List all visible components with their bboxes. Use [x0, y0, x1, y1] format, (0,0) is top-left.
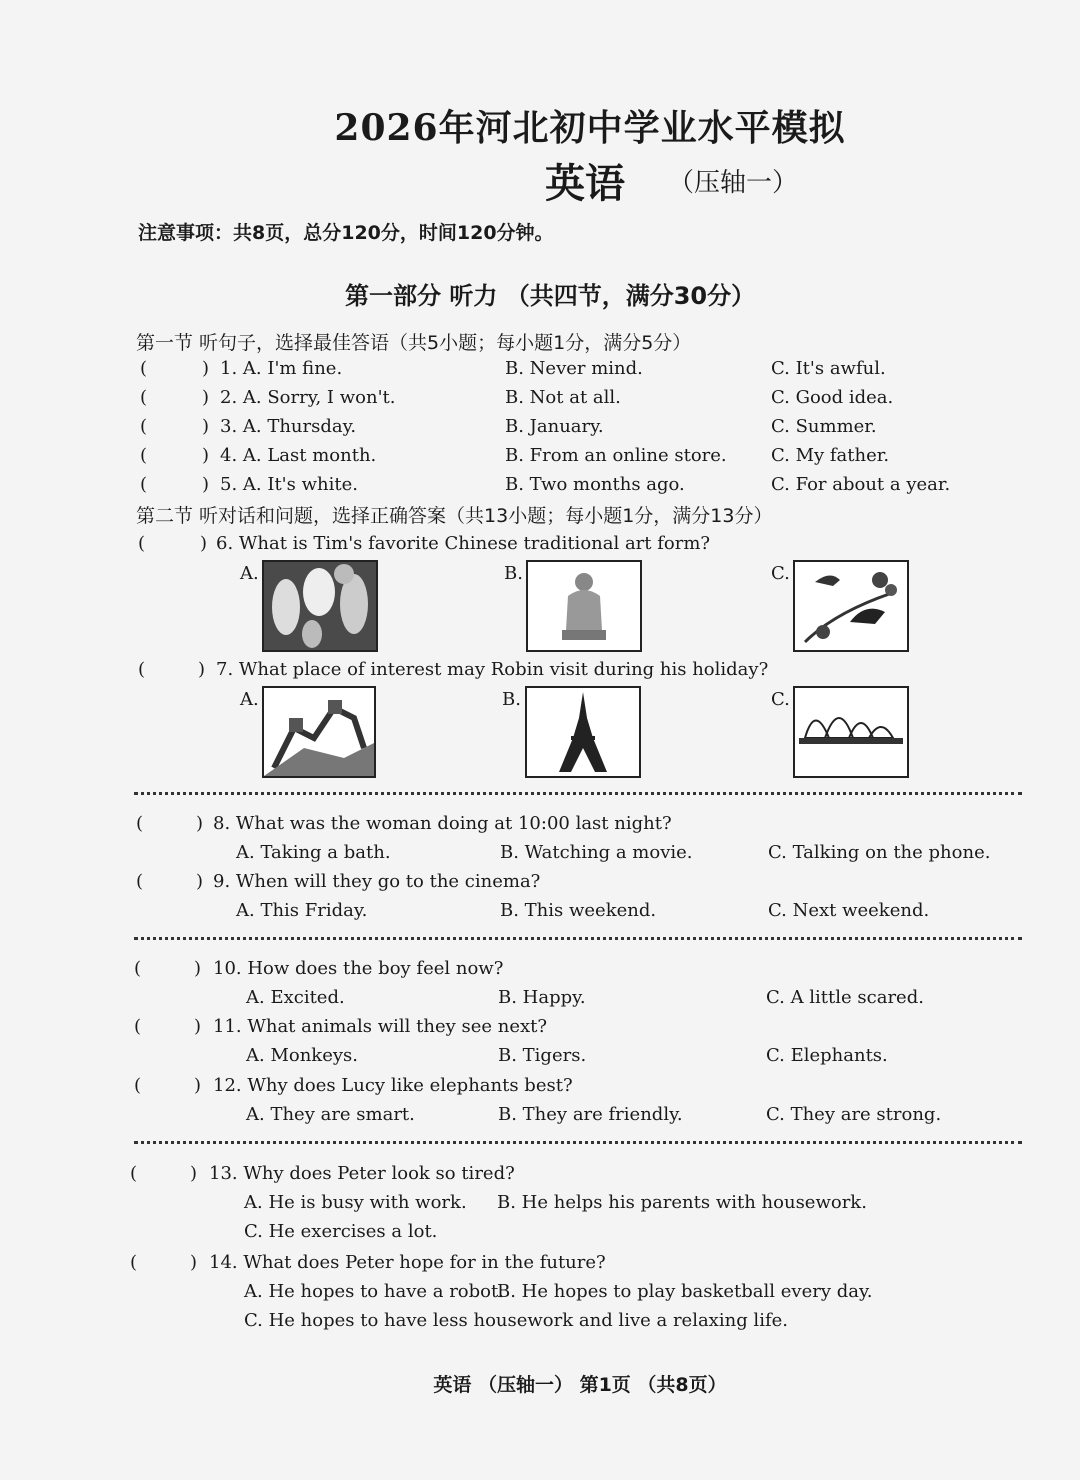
answer-paren-close: ): [198, 659, 206, 680]
option-a: A. This Friday.: [236, 900, 368, 921]
section2-title: 第二节 听对话和问题，选择正确答案（共13小题；每小题1分，满分13分）: [136, 505, 773, 527]
answer-paren-close: ): [190, 1252, 198, 1273]
option-a: 1. A. I'm fine.: [220, 358, 343, 379]
option-a: A. Taking a bath.: [236, 842, 391, 863]
option-c: C. Summer.: [771, 416, 877, 437]
answer-paren-open: (: [130, 1163, 138, 1184]
option-c: C. Talking on the phone.: [768, 842, 991, 863]
option-c: C. He exercises a lot.: [244, 1221, 438, 1242]
q7-stem: 7. What place of interest may Robin visit during his holiday?: [216, 659, 769, 680]
question-stem: 11. What animals will they see next?: [213, 1016, 548, 1037]
answer-paren-open: (: [136, 871, 144, 892]
answer-paren-open: (: [140, 358, 148, 379]
question-stem: 9. When will they go to the cinema?: [213, 871, 541, 892]
option-a: A. He is busy with work.: [244, 1192, 467, 1213]
option-b: B. This weekend.: [500, 900, 657, 921]
sydney-opera-house-image: [793, 686, 909, 778]
answer-paren-open: (: [130, 1252, 138, 1273]
section1-title: 第一节 听句子，选择最佳答语（共5小题；每小题1分，满分5分）: [136, 332, 692, 354]
divider-line: [134, 792, 1022, 795]
option-b: B. Happy.: [498, 987, 586, 1008]
option-b: B. From an online store.: [505, 445, 727, 466]
q6-option-a-label: A.: [240, 563, 259, 584]
subject-subtitle: （压轴一）: [668, 168, 799, 198]
answer-paren-open: (: [134, 1016, 142, 1037]
subject-title: 英语: [545, 160, 625, 207]
answer-paren-open: (: [140, 416, 148, 437]
option-a: 4. A. Last month.: [220, 445, 377, 466]
option-a: 5. A. It's white.: [220, 474, 358, 495]
option-b: B. He hopes to play basketball every day.: [497, 1281, 873, 1302]
q6-stem: 6. What is Tim's favorite Chinese traditional art form?: [216, 533, 711, 554]
option-c: C. They are strong.: [766, 1104, 942, 1125]
divider-line: [134, 937, 1022, 940]
answer-paren-open: (: [134, 1075, 142, 1096]
answer-paren-open: (: [134, 958, 142, 979]
answer-paren-close: ): [202, 358, 210, 379]
question-stem: 13. Why does Peter look so tired?: [209, 1163, 515, 1184]
answer-paren-close: ): [200, 533, 208, 554]
question-stem: 14. What does Peter hope for in the future?: [209, 1252, 606, 1273]
q6-option-b-label: B.: [504, 563, 523, 584]
answer-paren-open: (: [138, 659, 146, 680]
question-stem: 8. What was the woman doing at 10:00 last night?: [213, 813, 672, 834]
answer-paren-open: (: [136, 813, 144, 834]
option-a: 2. A. Sorry, I won't.: [220, 387, 396, 408]
answer-paren-close: ): [202, 416, 210, 437]
option-b: B. Not at all.: [505, 387, 621, 408]
option-c: C. Next weekend.: [768, 900, 930, 921]
option-a: A. They are smart.: [246, 1104, 415, 1125]
answer-paren-open: (: [140, 474, 148, 495]
great-wall-image: [262, 686, 376, 778]
option-a: A. He hopes to have a robot.: [244, 1281, 504, 1302]
answer-paren-close: ): [194, 1075, 202, 1096]
option-c: C. Good idea.: [771, 387, 894, 408]
option-b: B. Watching a movie.: [500, 842, 693, 863]
q7-option-c-label: C.: [771, 689, 790, 710]
divider-line: [134, 1141, 1022, 1144]
bird-painting-image: [793, 560, 909, 652]
option-c: C. My father.: [771, 445, 890, 466]
answer-paren-close: ): [190, 1163, 198, 1184]
option-b: B. He helps his parents with housework.: [497, 1192, 867, 1213]
answer-paren-open: (: [138, 533, 146, 554]
eiffel-tower-image: [525, 686, 641, 778]
page-footer: 英语 （压轴一） 第1页 （共8页）: [433, 1374, 727, 1396]
exam-notice: 注意事项：共8页，总分120分，时间120分钟。: [138, 222, 554, 244]
q6-option-c-label: C.: [771, 563, 790, 584]
q7-option-a-label: A.: [240, 689, 259, 710]
q7-option-b-label: B.: [502, 689, 521, 710]
clay-figurine-image: [526, 560, 642, 652]
option-a: A. Monkeys.: [246, 1045, 358, 1066]
option-b: B. January.: [505, 416, 604, 437]
option-b: B. They are friendly.: [498, 1104, 683, 1125]
option-c: C. It's awful.: [771, 358, 886, 379]
option-c: C. For about a year.: [771, 474, 951, 495]
part1-title: 第一部分 听力 （共四节，满分30分）: [345, 282, 756, 310]
answer-paren-close: ): [202, 387, 210, 408]
option-b: B. Never mind.: [505, 358, 643, 379]
answer-paren-open: (: [140, 445, 148, 466]
answer-paren-close: ): [202, 445, 210, 466]
option-c: C. Elephants.: [766, 1045, 888, 1066]
exam-title: 2026年河北初中学业水平模拟: [334, 107, 846, 149]
paper-lanterns-image: [262, 560, 378, 652]
answer-paren-close: ): [196, 871, 204, 892]
option-c: C. He hopes to have less housework and live a relaxing life.: [244, 1310, 788, 1331]
answer-paren-open: (: [140, 387, 148, 408]
option-a: A. Excited.: [246, 987, 345, 1008]
option-c: C. A little scared.: [766, 987, 924, 1008]
option-b: B. Tigers.: [498, 1045, 587, 1066]
question-stem: 10. How does the boy feel now?: [213, 958, 504, 979]
option-a: 3. A. Thursday.: [220, 416, 357, 437]
option-b: B. Two months ago.: [505, 474, 685, 495]
question-stem: 12. Why does Lucy like elephants best?: [213, 1075, 573, 1096]
answer-paren-close: ): [194, 958, 202, 979]
answer-paren-close: ): [202, 474, 210, 495]
answer-paren-close: ): [196, 813, 204, 834]
answer-paren-close: ): [194, 1016, 202, 1037]
